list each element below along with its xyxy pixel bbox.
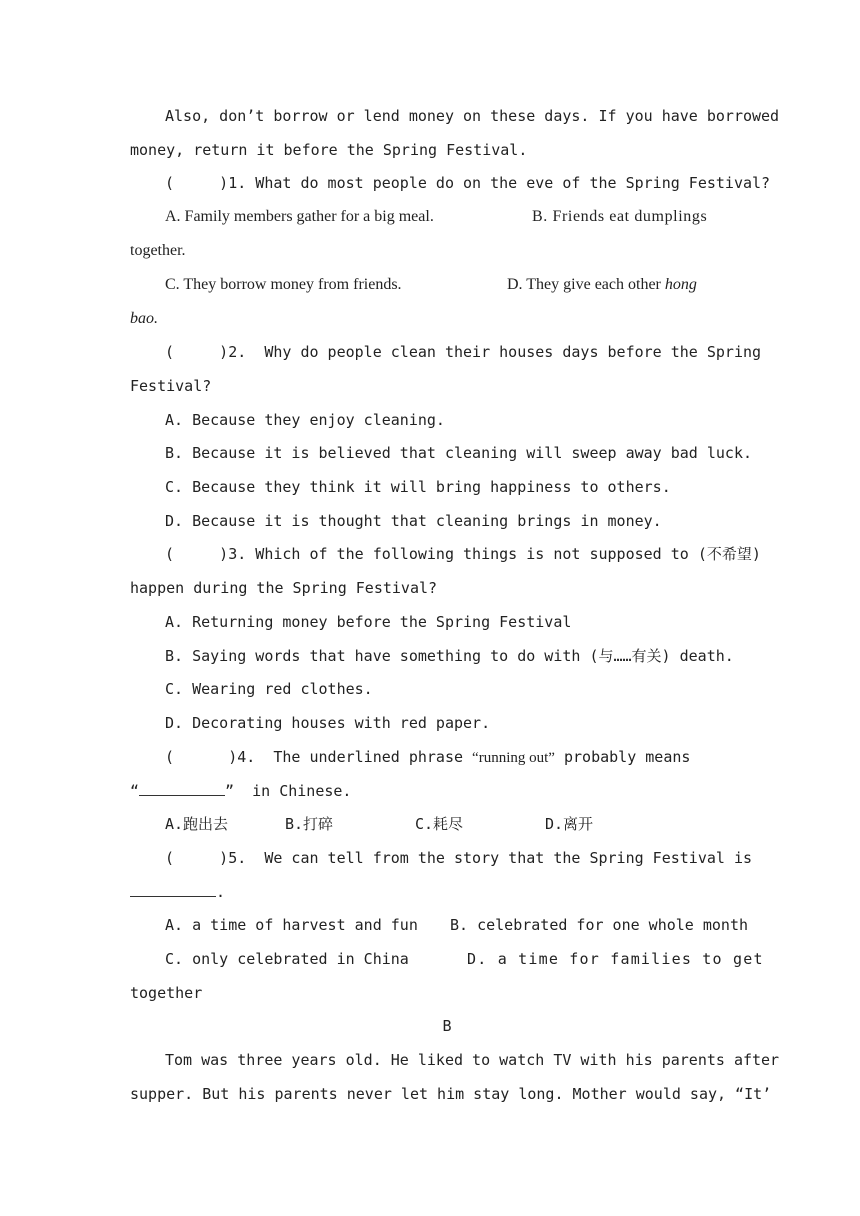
question-1-option-c: C. They borrow money from friends.	[165, 276, 402, 293]
question-5-answer-blank[interactable]	[130, 882, 216, 897]
question-4-stem-cont	[130, 781, 351, 801]
question-4-option-b: B.打碎	[285, 815, 334, 833]
question-2-stem-cont: Festival?	[130, 377, 212, 395]
question-5-stem-cont	[130, 882, 225, 902]
question-2-option-a: A. Because they enjoy cleaning.	[165, 411, 445, 429]
question-2-stem: ( )2. Why do people clean their houses days before the Spring	[165, 343, 762, 361]
question-4-stem-prefix: ( )4. The underlined phrase	[165, 748, 473, 766]
question-2-option-d: D. Because it is thought that cleaning brings in money.	[165, 512, 662, 530]
question-3-option-c: C. Wearing red clothes.	[165, 680, 373, 698]
section-heading: B	[442, 1017, 452, 1035]
question-4-option-d: D.离开	[545, 815, 594, 833]
question-1-option-a: A. Family members gather for a big meal.	[165, 208, 434, 225]
question-4-open-quote: “	[130, 782, 140, 800]
question-1-option-b: B. Friends eat dumplings	[532, 208, 708, 225]
question-4-option-c: C.耗尽	[415, 815, 464, 833]
question-3-option-b: B. Saying words that have something to do with (与……有关) death.	[165, 647, 734, 665]
question-4-underlined-phrase: “running out”	[472, 750, 555, 766]
question-1-stem: ( )1. What do most people do on the eve of the Spring Festival?	[165, 174, 771, 192]
question-5-option-c: C. only celebrated in China	[165, 950, 409, 968]
question-4-option-a: A.跑出去	[165, 815, 229, 833]
question-5-option-a: A. a time of harvest and fun	[165, 916, 418, 934]
question-4-stem-suffix: probably means	[554, 748, 691, 766]
question-5-option-d-cont: together	[130, 984, 203, 1002]
intro-line-2: money, return it before the Spring Festival.	[130, 141, 528, 159]
intro-line-1: Also, don’t borrow or lend money on these days. If you have borrowed	[165, 107, 780, 125]
question-4-close-quote: ” in Chinese.	[225, 782, 352, 800]
question-1-option-b-cont: together.	[130, 242, 186, 259]
question-3-option-a: A. Returning money before the Spring Festival	[165, 613, 572, 631]
section-b-line-2: supper. But his parents never let him stay long. Mother would say, “It’	[130, 1085, 772, 1103]
section-b-line-1: Tom was three years old. He liked to watch TV with his parents after	[165, 1051, 780, 1069]
question-3-option-d: D. Decorating houses with red paper.	[165, 714, 491, 732]
question-5-stem-end: .	[216, 883, 226, 901]
question-1-option-d-text: D. They give each other	[507, 276, 665, 293]
question-5-option-d: D. a time for families to get	[467, 950, 764, 968]
question-5-stem: ( )5. We can tell from the story that the Spring Festival is	[165, 849, 752, 867]
question-1-option-d	[507, 275, 697, 295]
question-2-option-c: C. Because they think it will bring happiness to others.	[165, 478, 671, 496]
question-5-option-b: B. celebrated for one whole month	[450, 916, 749, 934]
question-3-stem-cont: happen during the Spring Festival?	[130, 579, 438, 597]
question-2-option-b: B. Because it is believed that cleaning will sweep away bad luck.	[165, 444, 752, 462]
question-3-stem: ( )3. Which of the following things is not supposed to (不希望)	[165, 545, 761, 563]
question-4-answer-blank[interactable]	[139, 781, 225, 796]
question-4-stem	[165, 747, 690, 767]
question-1-option-d-cont: bao.	[130, 310, 158, 327]
question-1-option-d-italic: hong	[664, 276, 697, 293]
